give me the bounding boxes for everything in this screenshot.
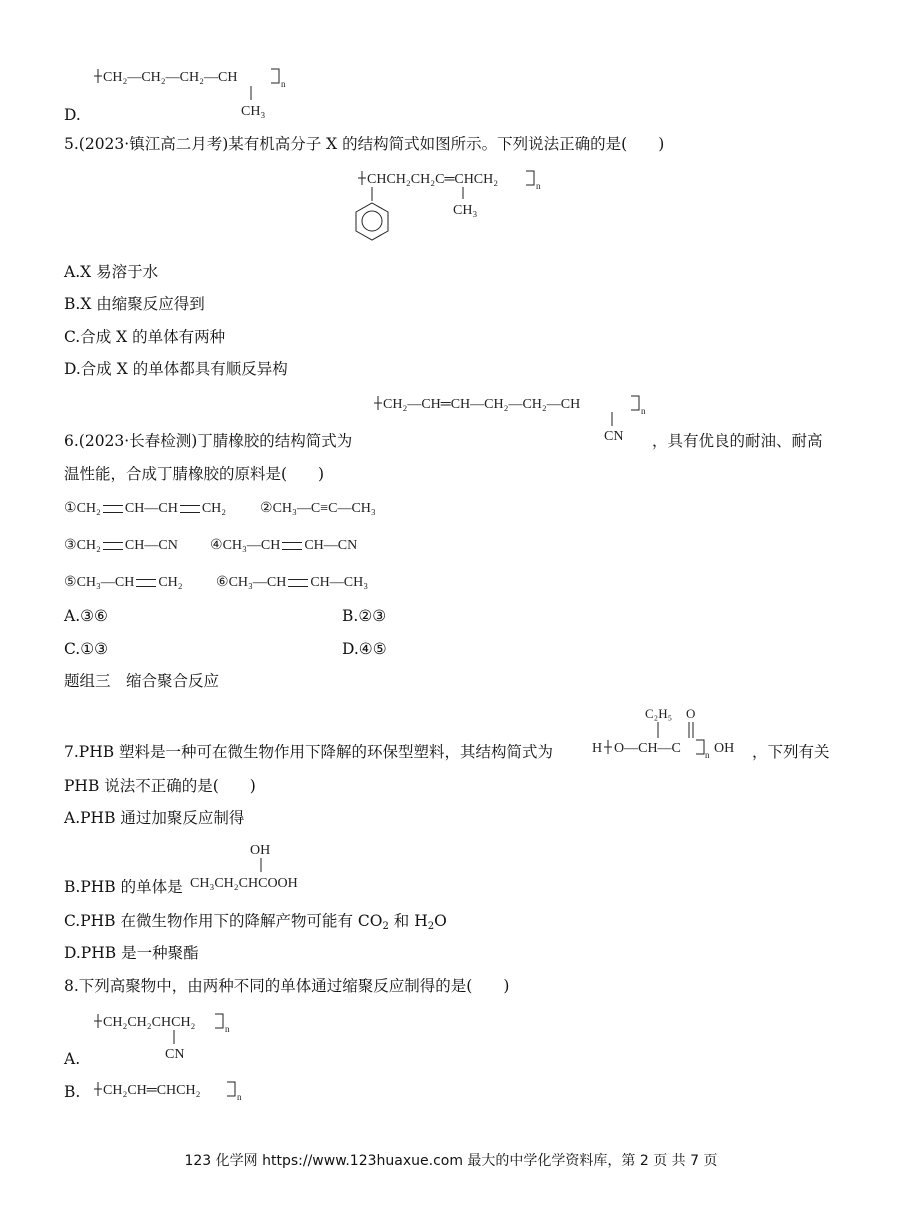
q5-option-a: A.X 易溶于水: [64, 263, 159, 281]
page-footer: 123 化学网 https://www.123huaxue.com 最大的中学化学资料库，第 2 页 共 7 页: [184, 1153, 718, 1169]
svg-text:n: n: [641, 406, 646, 416]
svg-text:OH: OH: [250, 843, 271, 858]
svg-text:n: n: [705, 750, 710, 760]
struct-main: CH₂—CH₂—CH₂—CH: [103, 70, 238, 85]
q7-option-d: D.PHB 是一种聚酯: [64, 944, 199, 962]
q5-option-b: B.X 由缩聚反应得到: [64, 295, 205, 313]
svg-text:CH₃: CH₃: [453, 203, 478, 218]
q7-option-c: C.PHB 在微生物作用下的降解产物可能有 $CO_2$ 和 $H_2O$: [64, 912, 447, 932]
q6-option-b: B.②③: [342, 607, 387, 625]
q6-option-c: C.①③: [64, 640, 109, 658]
q7-stem-b: ，下列有关: [752, 743, 830, 761]
q5-structure: [352, 163, 562, 255]
svg-text:CHCH₂CH₂C═CHCH₂: CHCH₂CH₂C═CHCH₂: [367, 172, 499, 187]
svg-text:OH: OH: [714, 741, 735, 756]
q6-structure: [368, 388, 658, 446]
svg-text:CH₂CH₂CHCH₂: CH₂CH₂CHCH₂: [103, 1015, 196, 1030]
svg-text:CH₃CH₂CHCOOH: CH₃CH₂CHCOOH: [190, 876, 298, 891]
q7-structure: [590, 702, 750, 762]
q6-item-1: ①CH₂ CH—CH CH₂: [64, 501, 227, 516]
q8-optA-structure: [88, 1006, 248, 1064]
q5-stem: 5.(2023·镇江高二月考)某有机高分子 X 的结构简式如图所示。下列说法正确的是( ): [64, 135, 665, 153]
svg-text:CN: CN: [604, 429, 624, 444]
svg-text:CH₂—CH═CH—CH₂—CH₂—CH: CH₂—CH═CH—CH₂—CH₂—CH: [383, 397, 581, 412]
q6-option-a: A.③⑥: [64, 607, 108, 625]
svg-text:O: O: [686, 706, 696, 721]
svg-text:O—CH—C: O—CH—C: [614, 741, 681, 756]
q8-optB-structure: [88, 1074, 258, 1104]
q6-item-2: ②CH₃—C≡C—CH₃: [260, 501, 376, 516]
q7-monomer-structure: [188, 838, 338, 894]
q6-item-5: ⑤CH₃—CH CH₂: [64, 575, 183, 590]
svg-text:CH₃: CH₃: [241, 104, 266, 119]
svg-text:CN: CN: [165, 1047, 185, 1062]
q7-stem-c: PHB 说法不正确的是( ): [64, 777, 256, 795]
group-3-heading: 题组三 缩合聚合反应: [64, 672, 220, 690]
q6-stem-a: 6.(2023·长春检测)丁腈橡胶的结构简式为: [64, 432, 353, 450]
q8-optA-label: A.: [64, 1050, 81, 1068]
q5-option-c: C.合成 X 的单体有两种: [64, 328, 226, 346]
q4-optD-label: D.: [64, 106, 81, 124]
svg-text:C₂H₅: C₂H₅: [645, 706, 673, 721]
q7-stem-a: 7.PHB 塑料是一种可在微生物作用下降解的环保型塑料，其结构简式为: [64, 743, 554, 761]
svg-text:n: n: [536, 181, 541, 191]
q8-stem: 8.下列高聚物中，由两种不同的单体通过缩聚反应制得的是( ): [64, 977, 510, 995]
q7-option-b: B.PHB 的单体是: [64, 878, 183, 896]
q5-option-d: D.合成 X 的单体都具有顺反异构: [64, 360, 288, 378]
svg-text:n: n: [225, 1024, 230, 1034]
q6-item-3: ③CH₂ CH—CN: [64, 538, 178, 553]
svg-text:n: n: [237, 1092, 242, 1102]
q7-option-a: A.PHB 通过加聚反应制得: [64, 809, 245, 827]
q8-optB-label: B.: [64, 1083, 81, 1101]
q6-stem-b: ，具有优良的耐油、耐高: [652, 432, 823, 450]
q4-optD-structure: [85, 60, 305, 122]
svg-text:n: n: [281, 79, 286, 89]
svg-text:CH₂CH═CHCH₂: CH₂CH═CHCH₂: [103, 1083, 201, 1098]
q6-option-d: D.④⑤: [342, 640, 387, 658]
q6-item-4: ④CH₃—CH CH—CN: [210, 538, 358, 553]
q6-stem-c: 温性能，合成丁腈橡胶的原料是( ): [64, 465, 325, 483]
q6-item-6: ⑥CH₃—CH CH—CH₃: [216, 575, 369, 590]
svg-text:H: H: [592, 741, 603, 756]
